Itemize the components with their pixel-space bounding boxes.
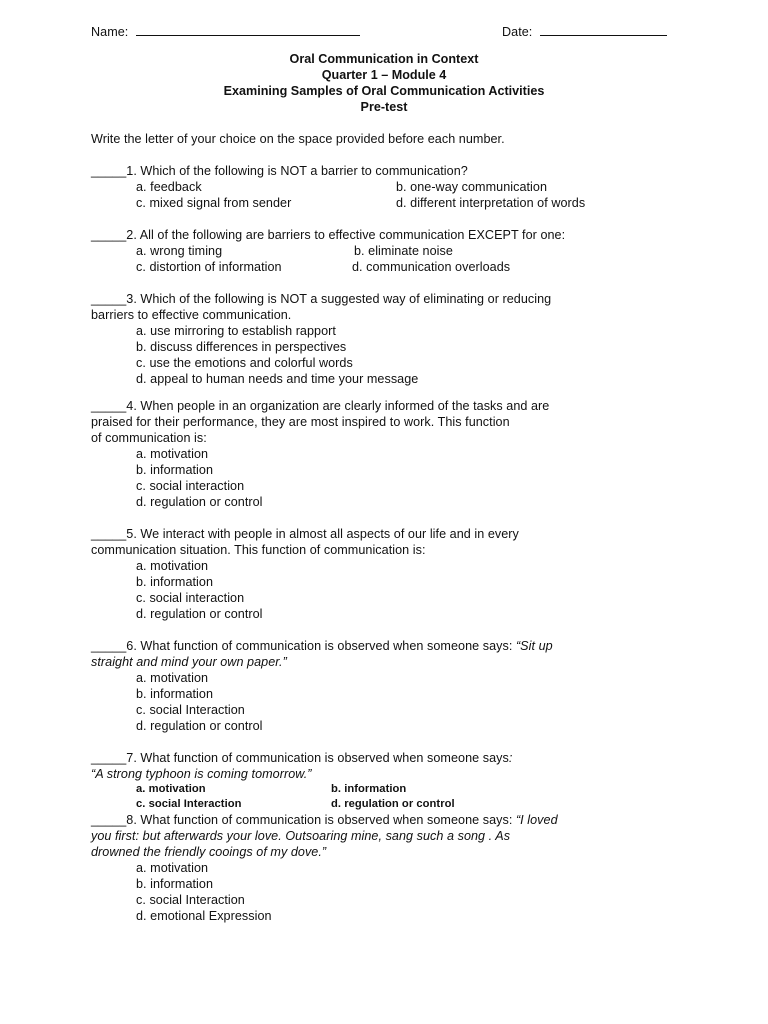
q8-choice-b: b. information: [136, 877, 214, 891]
question-6-quote-start: “Sit up: [515, 639, 553, 653]
q6-choice-b: b. information: [136, 687, 214, 701]
q2-choice-b: b. eliminate noise: [354, 244, 453, 258]
q8-choice-a: a. motivation: [136, 861, 209, 875]
question-8-quote-end: drowned the friendly cooings of my dove.”: [91, 845, 327, 859]
question-3-line-2: barriers to effective communication.: [91, 308, 292, 322]
name-label: Name:: [91, 25, 129, 39]
question-8-quote-start: “I loved: [515, 813, 558, 827]
question-4: _____4. When people in an organization are clearly informed of the tasks and are: [91, 399, 550, 413]
q5-choice-c: c. social interaction: [136, 591, 245, 605]
question-1: _____1. Which of the following is NOT a barrier to communication?: [91, 164, 468, 178]
q6-choice-a: a. motivation: [136, 671, 209, 685]
date-field[interactable]: [502, 24, 667, 40]
question-8-text: _____8. What function of communication is observed when someone says:: [91, 813, 516, 827]
test-title: Pre-test: [360, 100, 408, 114]
q3-choice-a: a. use mirroring to establish rapport: [136, 324, 336, 338]
question-6: [91, 638, 553, 654]
q1-choice-a: a. feedback: [136, 180, 202, 194]
question-6-text: _____6. What function of communication is observed when someone says:: [91, 639, 516, 653]
question-5: _____5. We interact with people in almost all aspects of our life and in every: [91, 527, 519, 541]
question-7: [91, 750, 512, 766]
q4-choice-d: d. regulation or control: [136, 495, 263, 509]
q7-choice-b: b. information: [331, 783, 407, 795]
question-2: _____2. All of the following are barriers to effective communication EXCEPT for one:: [91, 228, 566, 242]
question-6-quote-end: straight and mind your own paper.”: [91, 655, 287, 669]
q3-choice-c: c. use the emotions and colorful words: [136, 356, 353, 370]
q2-choice-c: c. distortion of information: [136, 260, 282, 274]
q1-choice-c: c. mixed signal from sender: [136, 196, 292, 210]
question-7-quote: “A strong typhoon is coming tomorrow.”: [91, 767, 312, 781]
q1-choice-b: b. one-way communication: [396, 180, 547, 194]
module-title: Examining Samples of Oral Communication Activities: [223, 84, 545, 98]
q6-choice-d: d. regulation or control: [136, 719, 263, 733]
name-field[interactable]: [91, 24, 360, 40]
q8-choice-c: c. social Interaction: [136, 893, 245, 907]
q6-choice-c: c. social Interaction: [136, 703, 245, 717]
q7-choice-a: a. motivation: [136, 783, 206, 795]
q4-choice-c: c. social interaction: [136, 479, 245, 493]
question-4-line-2: praised for their performance, they are most inspired to work. This function: [91, 415, 510, 429]
course-title: Oral Communication in Context: [289, 52, 479, 66]
q7-choice-c: c. social Interaction: [136, 798, 242, 810]
q5-choice-a: a. motivation: [136, 559, 209, 573]
q4-choice-a: a. motivation: [136, 447, 209, 461]
question-7-colon: :: [508, 751, 513, 765]
quarter-module: Quarter 1 – Module 4: [321, 68, 447, 82]
question-7-text: _____7. What function of communication is observed when someone says: [91, 751, 509, 765]
date-label: Date:: [502, 25, 533, 39]
q3-choice-b: b. discuss differences in perspectives: [136, 340, 347, 354]
q5-choice-d: d. regulation or control: [136, 607, 263, 621]
question-3: _____3. Which of the following is NOT a suggested way of eliminating or reducing: [91, 292, 552, 306]
q1-choice-d: d. different interpretation of words: [396, 196, 586, 210]
name-blank[interactable]: [136, 24, 360, 36]
q2-choice-d: d. communication overloads: [352, 260, 511, 274]
date-blank[interactable]: [540, 24, 667, 36]
q4-choice-b: b. information: [136, 463, 214, 477]
question-8-quote-mid: you first: but afterwards your love. Outsoaring mine, sang such a song . As: [91, 829, 511, 843]
q2-choice-a: a. wrong timing: [136, 244, 223, 258]
instructions: Write the letter of your choice on the space provided before each number.: [91, 132, 505, 146]
q8-choice-d: d. emotional Expression: [136, 909, 272, 923]
question-8: [91, 812, 558, 828]
question-4-line-3: of communication is:: [91, 431, 207, 445]
question-5-line-2: communication situation. This function of communication is:: [91, 543, 426, 557]
q7-choice-d: d. regulation or control: [331, 798, 455, 810]
q5-choice-b: b. information: [136, 575, 214, 589]
q3-choice-d: d. appeal to human needs and time your message: [136, 372, 419, 386]
